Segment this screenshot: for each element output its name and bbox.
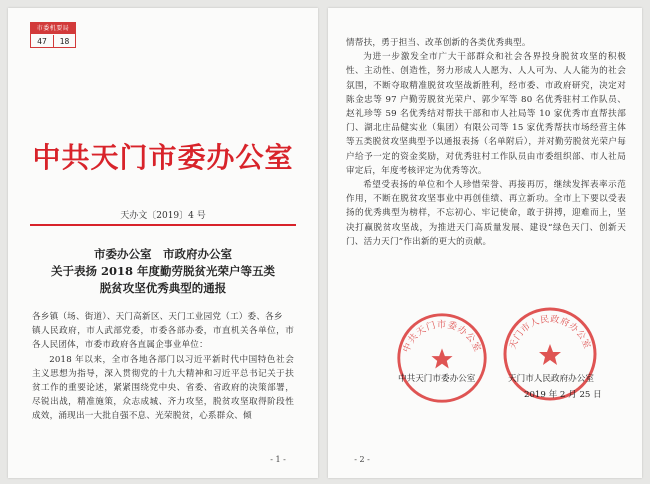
body-paragraph: 希望受表扬的单位和个人珍惜荣誉、再接再厉，继续发挥表率示范作用，不断在脱贫攻坚事业中再创佳绩、再立新功。全市上下要以受表扬的优秀典型为榜样，不忘初心、牢记使命，敢于拼搏，迎难而上，坚决打赢脱贫攻坚战，为推进天门高质量发展、建设“绿色天门、创新天门、活力天门”作出新的更大的贡献。 xyxy=(346,180,626,247)
reference-box-label: 市委机要局 xyxy=(31,23,75,34)
seal-star-icon xyxy=(431,348,452,368)
document-masthead: 中共天门市委办公室 xyxy=(32,141,294,174)
page-2-body xyxy=(346,36,626,249)
notice-title xyxy=(8,246,318,297)
body-paragraph: 为进一步激发全市广大干部群众和社会各界投身脱贫攻坚的积极性、主动性、创造性，努力形成人人愿为、人人可为、人人能为的社会氛围，不断夺取精准脱贫攻坚战新胜利，经市委、市政府研究，决定对陈金忠等 97 户勤劳脱贫光荣户、郭少军等 80 名优秀驻村工作队员、赵礼珍等 59 名优秀结对帮扶干部和市人社局等 10 家优秀市直帮扶部门、湖北庄品健实业（集团）有限公司等 15 家优秀帮扶市场经营主体等五类脱贫攻坚典型予以通报表扬（名单附后），并对勤劳脱贫光荣户每户给予一定的资金奖励，对优秀驻村工作队员由市委组织部、市人社局审定后，年度考核评定为优秀等次。 xyxy=(346,52,626,176)
signatory-party-office: 中共天门市委办公室 xyxy=(398,374,476,384)
notice-title-line: 脱贫攻坚优秀典型的通报 xyxy=(99,281,227,295)
reference-number-left: 47 xyxy=(31,35,54,48)
notice-title-line: 市委办公室 市政府办公室 xyxy=(94,247,232,261)
page-number: - 2 - xyxy=(354,455,370,464)
page-number: - 1 - xyxy=(270,455,286,464)
masthead-red-rule xyxy=(30,224,296,226)
salutation-line: 镇人民政府，市人武部党委，市委各部办委，市直机关各单位，市各人民团体，市委市政府各直属企事业单位： xyxy=(32,326,294,351)
reference-number-right: 18 xyxy=(59,37,70,46)
body-paragraph: 情帮扶，勇于担当、改革创新的各类优秀典型。 xyxy=(346,38,531,48)
salutation-line: 各乡镇（场、街道）、天门高新区、天门工业园党（工）委、各乡 xyxy=(32,312,283,322)
seal-1-lettering: 中共天门市委办公室 xyxy=(401,320,483,355)
document-page-1 xyxy=(8,8,318,478)
page-1-body xyxy=(32,310,294,424)
body-paragraph: 2018 年以来，全市各地各部门以习近平新时代中国特色社会主义思想为指导，深入贯彻党的十九大精神和习近平总书记关于扶贫工作的重要论述，紧紧围绕党中央、省委、省政府的决策部署，尽锐出战，精准施策，众志成城、齐力攻坚，脱贫攻坚取得阶段性成效，涌现出一大批自强不息、光荣脱贫，心系群众、倾 xyxy=(32,354,294,422)
reference-number-box xyxy=(30,22,76,48)
signatory-government-office: 天门市人民政府办公室 xyxy=(508,374,594,384)
seal-2-lettering: 天门市人民政府办公室 xyxy=(508,314,592,351)
notice-title-line: 关于表扬 2018 年度勤劳脱贫光荣户等五类 xyxy=(50,264,275,278)
document-page-2 xyxy=(328,8,642,478)
document-number: 天办文〔2019〕4 号 xyxy=(120,211,206,221)
seal-star-icon xyxy=(539,344,561,365)
signing-date: 2019 年 2 月 25 日 xyxy=(524,390,602,400)
